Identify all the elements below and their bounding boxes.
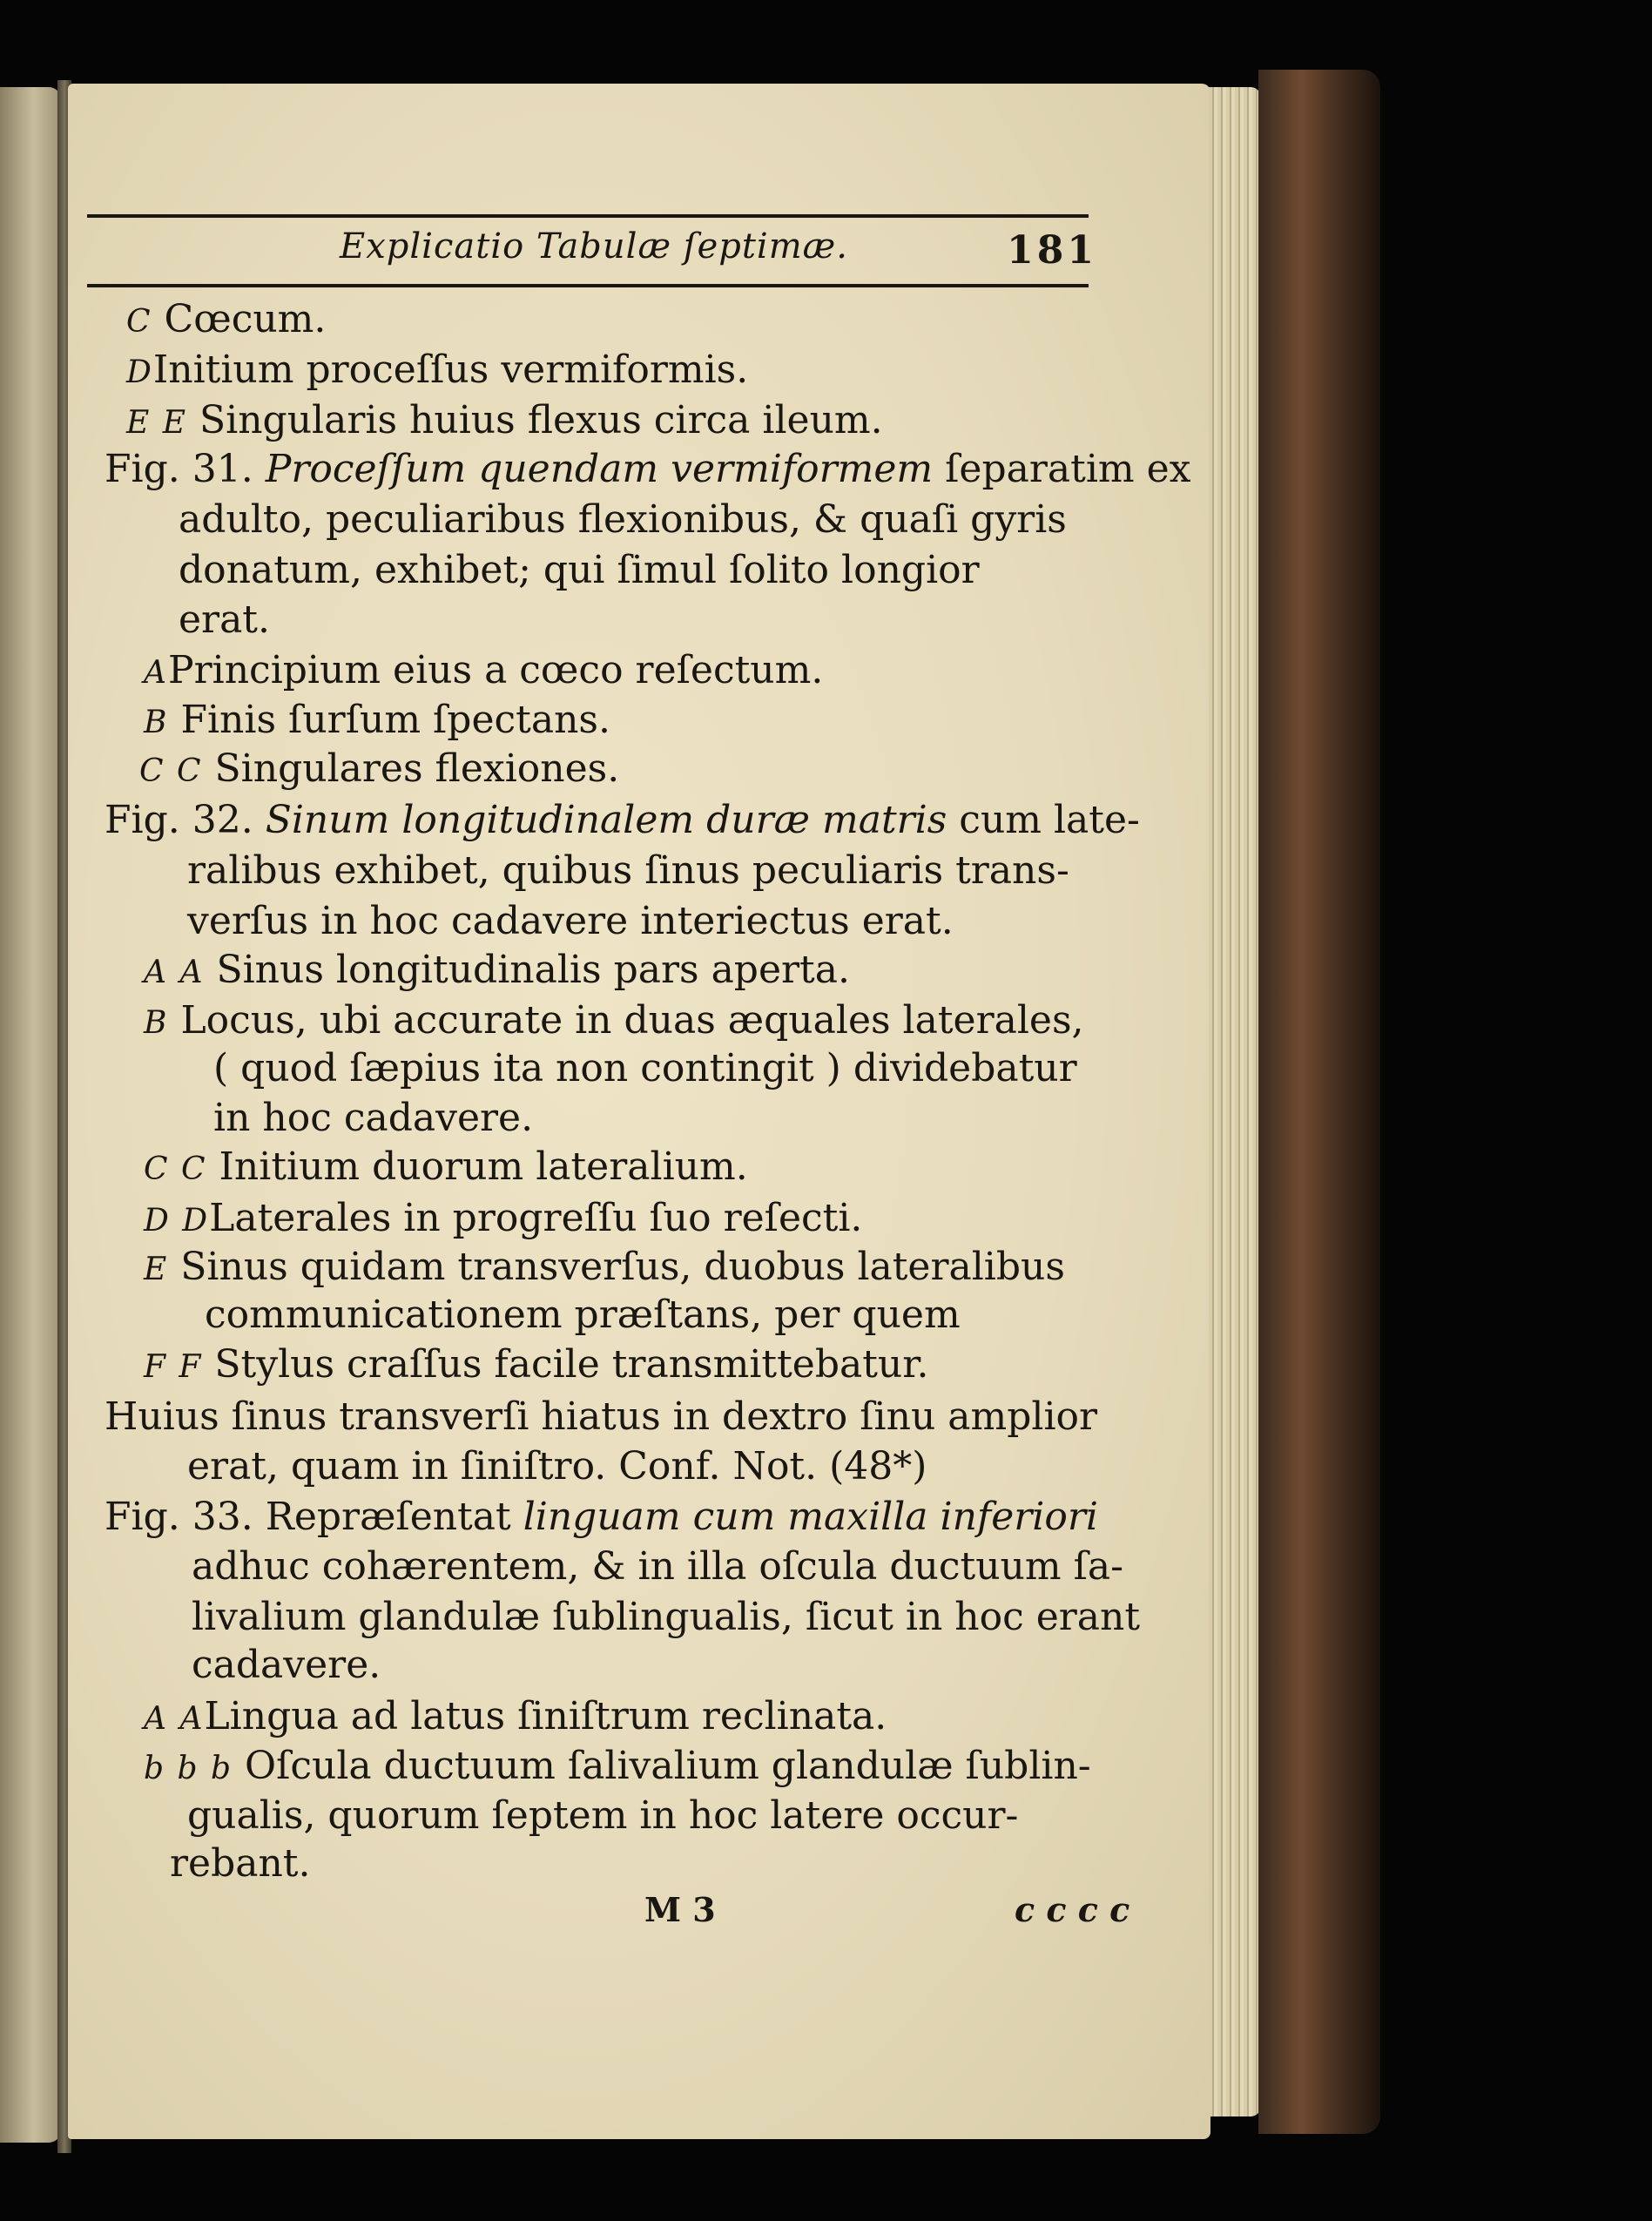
text-line: [192, 1543, 1123, 1590]
header-rule-top: [87, 214, 1089, 218]
text-line: [144, 1195, 862, 1245]
line-text: erat, quam in ſiniſtro. Conf. Not. (48*): [187, 1444, 927, 1489]
italic-phrase: linguam cum maxilla inferiori: [523, 1495, 1098, 1539]
figure-key-letter: E: [144, 1252, 169, 1287]
text-line: [213, 1045, 1077, 1092]
catchword: c c c c: [1015, 1890, 1130, 1929]
figure-key-letter: E E: [126, 405, 188, 441]
figure-key-letter: b b b: [144, 1751, 233, 1786]
figure-label: Fig. 33.: [105, 1495, 253, 1539]
figure-key-letter: C C: [139, 753, 203, 789]
line-text: Singularis huius flexus circa ileum.: [187, 398, 883, 442]
text-line: [187, 847, 1069, 894]
line-text: verſus in hoc cadavere interiectus erat.: [187, 899, 954, 943]
figure-key-letter: B: [144, 1005, 169, 1041]
figure-key-letter: D D: [144, 1203, 210, 1239]
line-text: Stylus craſſus facile transmittebatur.: [202, 1342, 929, 1387]
text-line: [144, 647, 823, 697]
figure-label: Fig. 31.: [105, 447, 253, 491]
line-text: Locus, ubi accurate in duas æquales laterales,: [168, 998, 1084, 1043]
italic-phrase: Sinum longitudinalem duræ matris: [265, 798, 947, 842]
line-text: cum late-: [947, 798, 1140, 842]
text-line: [105, 1494, 1098, 1541]
line-text: adulto, peculiaribus flexionibus, & quaſi gyris: [179, 497, 1067, 542]
text-line: [179, 547, 980, 594]
text-line: [187, 1792, 1018, 1840]
line-text: ( quod ſæpius ita non contingit ) dividebatur: [213, 1046, 1077, 1090]
line-text: Huius ſinus transverſi hiatus in dextro ſinu amplior: [105, 1394, 1098, 1439]
text-line: [144, 1144, 748, 1193]
line-text: Lingua ad latus ſiniſtrum reclinata.: [204, 1694, 887, 1738]
line-text: Principium eius a cœco reſectum.: [168, 648, 824, 692]
text-line: [105, 1394, 1097, 1441]
line-text: rebant.: [170, 1841, 311, 1886]
text-line: [192, 1594, 1140, 1641]
header-rule-bottom: [87, 284, 1089, 287]
figure-key-letter: B: [144, 705, 169, 740]
figure-key-letter: F F: [144, 1349, 203, 1385]
line-text: livalium glandulæ ſublingualis, ſicut in hoc erant: [192, 1595, 1141, 1639]
figure-key-letter: C C: [144, 1151, 207, 1187]
text-line: [179, 496, 1067, 543]
text-line: [144, 1693, 887, 1743]
line-text: Singulares flexiones.: [202, 746, 620, 791]
figure-key-letter: A: [144, 655, 168, 691]
line-text: ralibus exhibet, quibus ſinus peculiaris trans-: [187, 848, 1069, 893]
line-text: erat.: [179, 597, 270, 642]
line-text: Oſcula ductuum ſalivalium glandulæ ſublin-: [233, 1744, 1091, 1788]
text-line: [192, 1642, 381, 1689]
line-text: gualis, quorum ſeptem in hoc latere occur-: [187, 1793, 1019, 1838]
text-line: [170, 1840, 310, 1887]
line-text: Initium proceſſus vermiformis.: [152, 348, 749, 392]
figure-label: Fig. 32.: [105, 798, 253, 842]
running-title: Explicatio Tabulæ ſeptimæ.: [340, 226, 848, 267]
line-text: adhuc cohærentem, & in illa oſcula ductuum ſa-: [192, 1544, 1123, 1589]
figure-key-letter: A A: [144, 955, 205, 990]
line-text: Finis ſurſum ſpectans.: [168, 698, 610, 742]
text-line: [179, 597, 270, 644]
figure-key-letter: D: [126, 354, 153, 390]
text-line: [144, 947, 850, 996]
line-text: Cœcum.: [152, 297, 327, 341]
text-line: [139, 746, 619, 795]
signature-mark: M 3: [644, 1890, 716, 1929]
line-text: Initium duorum lateralium.: [206, 1144, 748, 1189]
text-line: [144, 997, 1084, 1047]
text-line: [126, 397, 883, 447]
text-line: [144, 1244, 1065, 1293]
text-line: [205, 1292, 961, 1339]
line-text: cadavere.: [192, 1643, 381, 1687]
line-text: Sinus longitudinalis pars aperta.: [204, 948, 850, 992]
text-line: [126, 347, 748, 396]
line-text: ſeparatim ex: [933, 447, 1191, 491]
line-text: Sinus quidam transverſus, duobus lateralibus: [168, 1245, 1065, 1289]
text-line: [144, 697, 610, 746]
text-line: [144, 1341, 928, 1391]
italic-phrase: Proceſſum quendam vermiformem: [265, 447, 934, 491]
text-line: [144, 1743, 1091, 1792]
text-line: [105, 797, 1140, 844]
text-line: [126, 296, 326, 346]
line-text: communicationem præſtans, per quem: [205, 1293, 961, 1337]
figure-key-letter: A A: [144, 1701, 205, 1737]
line-text: in hoc cadavere.: [213, 1096, 534, 1140]
text-line: [187, 898, 954, 945]
line-text: Repræſentat: [253, 1495, 523, 1539]
text-line: [213, 1095, 533, 1142]
line-text: donatum, exhibet; qui ſimul ſolito longior: [179, 548, 980, 592]
running-header: [87, 226, 1097, 279]
text-line: [187, 1443, 927, 1490]
page-number: 181: [1007, 228, 1097, 273]
figure-key-letter: C: [126, 304, 152, 340]
line-text: Laterales in progreſſu ſuo reſecti.: [209, 1196, 863, 1240]
text-line: [105, 446, 1190, 493]
